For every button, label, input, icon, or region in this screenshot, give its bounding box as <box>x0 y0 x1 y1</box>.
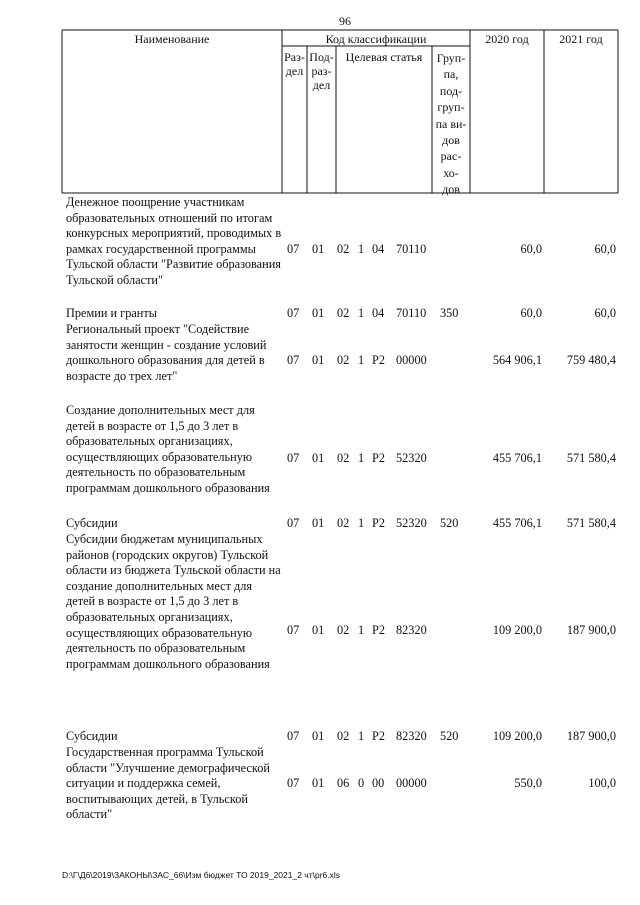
cell-2021: 100,0 <box>588 776 616 790</box>
cell-podrazdel: 01 <box>312 306 325 320</box>
cell-podrazdel: 01 <box>312 729 325 743</box>
cell-2020: 455 706,1 <box>492 516 542 530</box>
cell-target-program: 06 <box>337 776 350 790</box>
column-header-2020: 2020 год <box>485 32 529 46</box>
row-name: Региональный проект "Содействие занятости женщин - создание условий дошкольного образования для детей в возрасте до трех лет" <box>66 322 267 383</box>
cell-target-program: 02 <box>337 516 350 530</box>
row-name: Государственная программа Тульской области "Улучшение демографической ситуации и поддержка семей, воспитывающих детей, в Тульской области" <box>66 745 270 822</box>
row-name: Денежное поощрение участникам образовательных отношений по итогам конкурсных мероприятий, проводимых в рамках государственной программы Тульской области "Развитие образования Тульской области" <box>66 195 282 287</box>
cell-target-direction: 52320 <box>396 451 427 465</box>
cell-2020: 109 200,0 <box>492 729 542 743</box>
cell-target-program: 02 <box>337 729 350 743</box>
cell-podrazdel: 01 <box>312 242 325 256</box>
cell-razdel: 07 <box>287 729 300 743</box>
cell-2020: 60,0 <box>520 306 542 320</box>
cell-target-subprogram: 1 <box>358 516 365 530</box>
cell-razdel: 07 <box>287 776 300 790</box>
file-path-footer: D:\Г\Д6\2019\ЗАКОНЫ\ЗАС_66\Изм бюджет ТО 2019_2021_2 чт\pr6.xls <box>62 870 341 880</box>
cell-podrazdel: 01 <box>312 623 325 637</box>
row-name: Субсидии <box>66 729 118 743</box>
cell-target-subprogram: 1 <box>358 353 365 367</box>
row-name: Субсидии бюджетам муниципальных районов (городских округов) Тульской области из бюджета Тульской области на создание дополнительных мест для детей в возрасте от 1,5 до 3 лет в образовательных организациях, осуществляющих образовательную деятельность по образовательным программам дошкольного образования <box>66 532 281 671</box>
cell-target-subprogram: 1 <box>358 623 365 637</box>
cell-razdel: 07 <box>287 306 300 320</box>
cell-expense-type: 520 <box>440 516 459 530</box>
cell-2021: 187 900,0 <box>566 623 616 637</box>
cell-razdel: 07 <box>287 451 300 465</box>
cell-target-direction: 70110 <box>396 306 427 320</box>
cell-2021: 571 580,4 <box>566 451 616 465</box>
column-header-name: Наименование <box>134 32 210 46</box>
cell-target-activity: P2 <box>372 623 385 637</box>
cell-target-activity: P2 <box>372 353 385 367</box>
column-header-group: Груп- па, под- груп- па ви- дов рас- хо- дов <box>435 51 467 197</box>
cell-target-direction: 00000 <box>396 353 427 367</box>
cell-target-direction: 82320 <box>396 623 427 637</box>
cell-target-activity: 00 <box>372 776 385 790</box>
cell-target-subprogram: 1 <box>358 306 365 320</box>
cell-expense-type: 520 <box>440 729 459 743</box>
cell-target-subprogram: 0 <box>358 776 365 790</box>
cell-target-subprogram: 1 <box>358 451 365 465</box>
cell-2021: 571 580,4 <box>566 516 616 530</box>
cell-2020: 455 706,1 <box>492 451 542 465</box>
cell-2020: 60,0 <box>520 242 542 256</box>
column-header-section: Раз- дел <box>284 50 305 78</box>
cell-target-activity: 04 <box>372 306 385 320</box>
cell-target-program: 02 <box>337 451 350 465</box>
cell-podrazdel: 01 <box>312 776 325 790</box>
page-number: 96 <box>339 14 351 28</box>
cell-target-activity: P2 <box>372 451 385 465</box>
cell-razdel: 07 <box>287 353 300 367</box>
cell-target-activity: P2 <box>372 516 385 530</box>
cell-razdel: 07 <box>287 242 300 256</box>
column-header-code-group: Код классификации <box>325 32 427 46</box>
cell-target-subprogram: 1 <box>358 242 365 256</box>
cell-target-program: 02 <box>337 242 350 256</box>
column-header-target: Целевая статья <box>345 50 423 64</box>
row-name: Премии и гранты <box>66 306 158 320</box>
row-name: Создание дополнительных мест для детей в возрасте от 1,5 до 3 лет в образовательных организациях, осуществляющих образовательную деятельность по образовательным программам дошкольного образования <box>66 403 270 495</box>
cell-2020: 564 906,1 <box>492 353 542 367</box>
cell-target-program: 02 <box>337 353 350 367</box>
cell-target-direction: 52320 <box>396 516 427 530</box>
row-name: Субсидии <box>66 516 118 530</box>
cell-2020: 109 200,0 <box>492 623 542 637</box>
cell-target-direction: 00000 <box>396 776 427 790</box>
cell-razdel: 07 <box>287 623 300 637</box>
cell-2021: 60,0 <box>594 242 616 256</box>
cell-2021: 60,0 <box>594 306 616 320</box>
cell-2021: 759 480,4 <box>566 353 616 367</box>
cell-target-activity: 04 <box>372 242 385 256</box>
cell-target-subprogram: 1 <box>358 729 365 743</box>
cell-target-program: 02 <box>337 306 350 320</box>
cell-target-activity: P2 <box>372 729 385 743</box>
cell-podrazdel: 01 <box>312 516 325 530</box>
column-header-subsection: Под- раз- дел <box>309 50 334 92</box>
cell-expense-type: 350 <box>440 306 459 320</box>
cell-2020: 550,0 <box>514 776 542 790</box>
cell-target-program: 02 <box>337 623 350 637</box>
cell-razdel: 07 <box>287 516 300 530</box>
cell-2021: 187 900,0 <box>566 729 616 743</box>
column-header-2021: 2021 год <box>559 32 603 46</box>
cell-target-direction: 82320 <box>396 729 427 743</box>
cell-target-direction: 70110 <box>396 242 427 256</box>
cell-podrazdel: 01 <box>312 451 325 465</box>
cell-podrazdel: 01 <box>312 353 325 367</box>
